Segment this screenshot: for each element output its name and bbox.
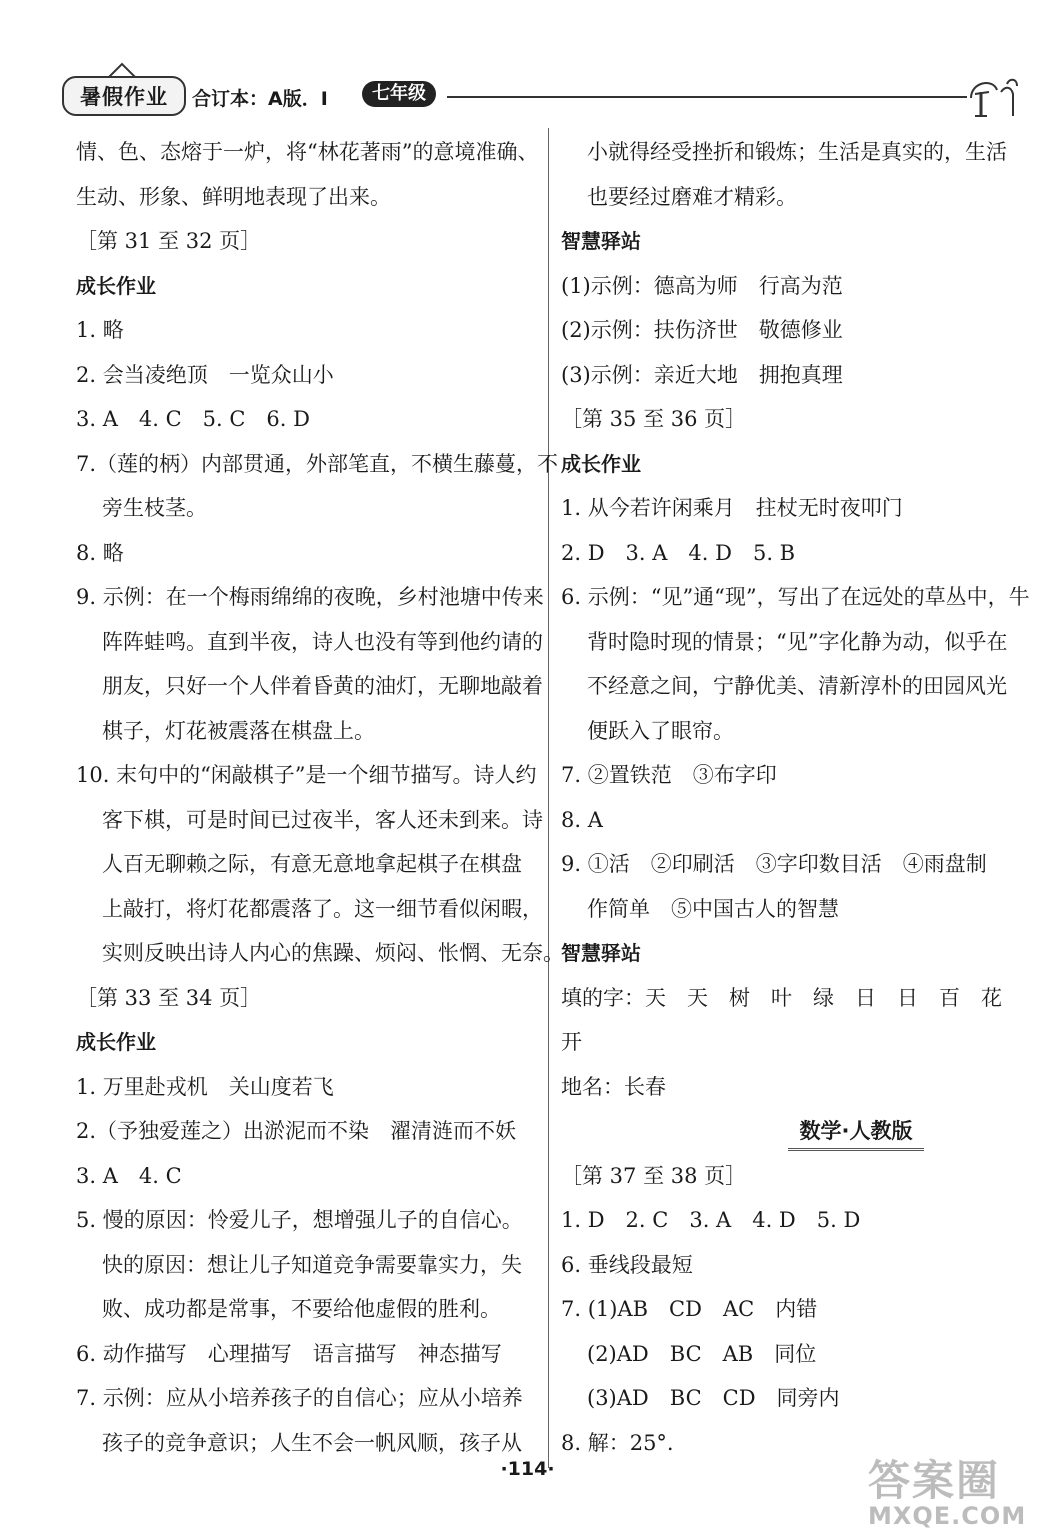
answer-line: 8. A (561, 807, 603, 832)
answer-line: 1. 从今若许闲乘月 拄杖无时夜叩门 (561, 496, 903, 520)
section-heading: 成长作业 (561, 451, 641, 476)
answer-line: 7. (1)AB CD AC 内错 (561, 1297, 818, 1321)
answer-line: 人百无聊赖之际，有意无意地拿起棋子在棋盘 (102, 852, 522, 876)
watermark (868, 1458, 1043, 1528)
watermark-text: 答案圈 (868, 1456, 1001, 1505)
answer-line: 便跃入了眼帘。 (587, 718, 734, 743)
answer-line: 败、成功都是常事，不要给他虚假的胜利。 (102, 1297, 501, 1321)
answer-line: 小就得经受挫折和锻炼；生活是真实的，生活 (587, 140, 1007, 164)
answer-line: 阵阵蛙鸣。直到半夜，诗人也没有等到他约请的 (102, 629, 543, 654)
answer-line: 3. A 4. C 5. C 6. D (76, 407, 310, 431)
edition-label: 合订本：A版．Ⅰ (192, 88, 328, 110)
answer-line: 不经意之间，宁静优美、清新淳朴的田园风光 (587, 674, 1007, 698)
page-range-label: ［第 33 至 34 页］ (76, 985, 262, 1010)
page-range-label: ［第 31 至 32 页］ (76, 229, 262, 253)
answer-line: (2)示例：扶伤济世 敬德修业 (561, 318, 843, 342)
answer-line: 6. 垂线段最短 (561, 1252, 693, 1277)
answer-line: 6. 动作描写 心理描写 语言描写 神态描写 (76, 1341, 502, 1366)
answer-line: 背时隐时现的情景；“见”字化静为动，似乎在 (587, 629, 1008, 654)
subject-banner (561, 1109, 1011, 1154)
logo-text: 暑假作业 (80, 85, 168, 109)
answer-line: 客下棋，可是时间已过夜半，客人还未到来。诗 (102, 807, 543, 832)
answer-line: 填的字：天 天 树 叶 绿 日 日 百 花 (561, 985, 1002, 1010)
grade-badge: 七年级 (362, 81, 436, 107)
answer-line: 7. ②置铁范 ③布字印 (561, 763, 777, 787)
answer-line: 9. ①活 ②印刷活 ③字印数目活 ④雨盘制 (561, 852, 987, 876)
answer-line: 8. 解：25°. (561, 1430, 674, 1455)
answer-line: 7.（莲的柄）内部贯通，外部笔直，不横生藤蔓，不 (76, 451, 559, 476)
answer-line: 快的原因：想让儿子知道竞争需要靠实力，失 (102, 1252, 522, 1277)
answer-line: 9. 示例：在一个梅雨绵绵的夜晚，乡村池塘中传来 (76, 585, 544, 609)
answer-line: (2)AD BC AB 同位 (587, 1341, 817, 1366)
page-range-label: ［第 37 至 38 页］ (561, 1163, 747, 1188)
section-heading: 成长作业 (76, 273, 156, 298)
answer-line: 实则反映出诗人内心的焦躁、烦闷、怅惘、无奈。 (102, 941, 564, 965)
subject-title: 数学·人教版 (788, 1114, 925, 1151)
right-column (561, 130, 1030, 1465)
left-column (76, 130, 564, 1465)
page-number: ·114· (500, 1458, 555, 1480)
answer-line: 生动、形象、鲜明地表现了出来。 (76, 184, 391, 209)
answer-line: 地名：长春 (561, 1074, 666, 1099)
answer-line: 1. D 2. C 3. A 4. D 5. D (561, 1208, 861, 1232)
section-heading: 智慧驿站 (561, 229, 641, 253)
header-rule (447, 96, 967, 98)
answer-line: (3)AD BC CD 同旁内 (587, 1386, 840, 1410)
book-series-logo (62, 76, 186, 116)
answer-line: 8. 略 (76, 540, 124, 565)
answer-line: 2.（予独爱莲之）出淤泥而不染 濯清涟而不妖 (76, 1119, 517, 1143)
section-heading: 智慧驿站 (561, 941, 641, 965)
page-header (62, 62, 1022, 122)
answer-line: 2. 会当凌绝顶 一览众山小 (76, 362, 334, 387)
answer-line: 7. 示例：应从小培养孩子的自信心；应从小培养 (76, 1386, 523, 1410)
pen-icon (967, 72, 1022, 120)
answer-line: 2. D 3. A 4. D 5. B (561, 540, 796, 565)
answer-line: 棋子，灯花被震落在棋盘上。 (102, 718, 375, 743)
answer-line: 也要经过磨难才精彩。 (587, 184, 797, 209)
column-divider (548, 128, 549, 1468)
answer-line: 朋友，只好一个人伴着昏黄的油灯，无聊地敲着 (102, 674, 543, 698)
answer-line: 作简单 ⑤中国古人的智慧 (587, 896, 839, 921)
answer-line: 6. 示例：“见”通“现”，写出了在远处的草丛中，牛 (561, 585, 1030, 609)
answer-line: 10. 末句中的“闲敲棋子”是一个细节描写。诗人约 (76, 763, 537, 787)
answer-line: (1)示例：德高为师 行高为范 (561, 273, 843, 298)
answer-line: 3. A 4. C (76, 1163, 182, 1188)
answer-line: 开 (561, 1030, 582, 1054)
answer-line: 孩子的竞争意识；人生不会一帆风顺，孩子从 (102, 1430, 522, 1455)
answer-line: 5. 慢的原因：怜爱儿子，想增强儿子的自信心。 (76, 1208, 523, 1232)
answer-line: 旁生枝茎。 (102, 496, 207, 520)
watermark-url: MXQE.COM (868, 1502, 1027, 1530)
answer-line: 情、色、态熔于一炉，将“林花著雨”的意境准确、 (76, 140, 539, 164)
answer-line: 上敲打，将灯花都震落了。这一细节看似闲暇， (102, 896, 543, 921)
page-range-label: ［第 35 至 36 页］ (561, 407, 747, 431)
answer-line: (3)示例：亲近大地 拥抱真理 (561, 362, 843, 387)
answer-line: 1. 万里赴戎机 关山度若飞 (76, 1074, 334, 1099)
section-heading: 成长作业 (76, 1030, 156, 1054)
answer-line: 1. 略 (76, 318, 124, 342)
